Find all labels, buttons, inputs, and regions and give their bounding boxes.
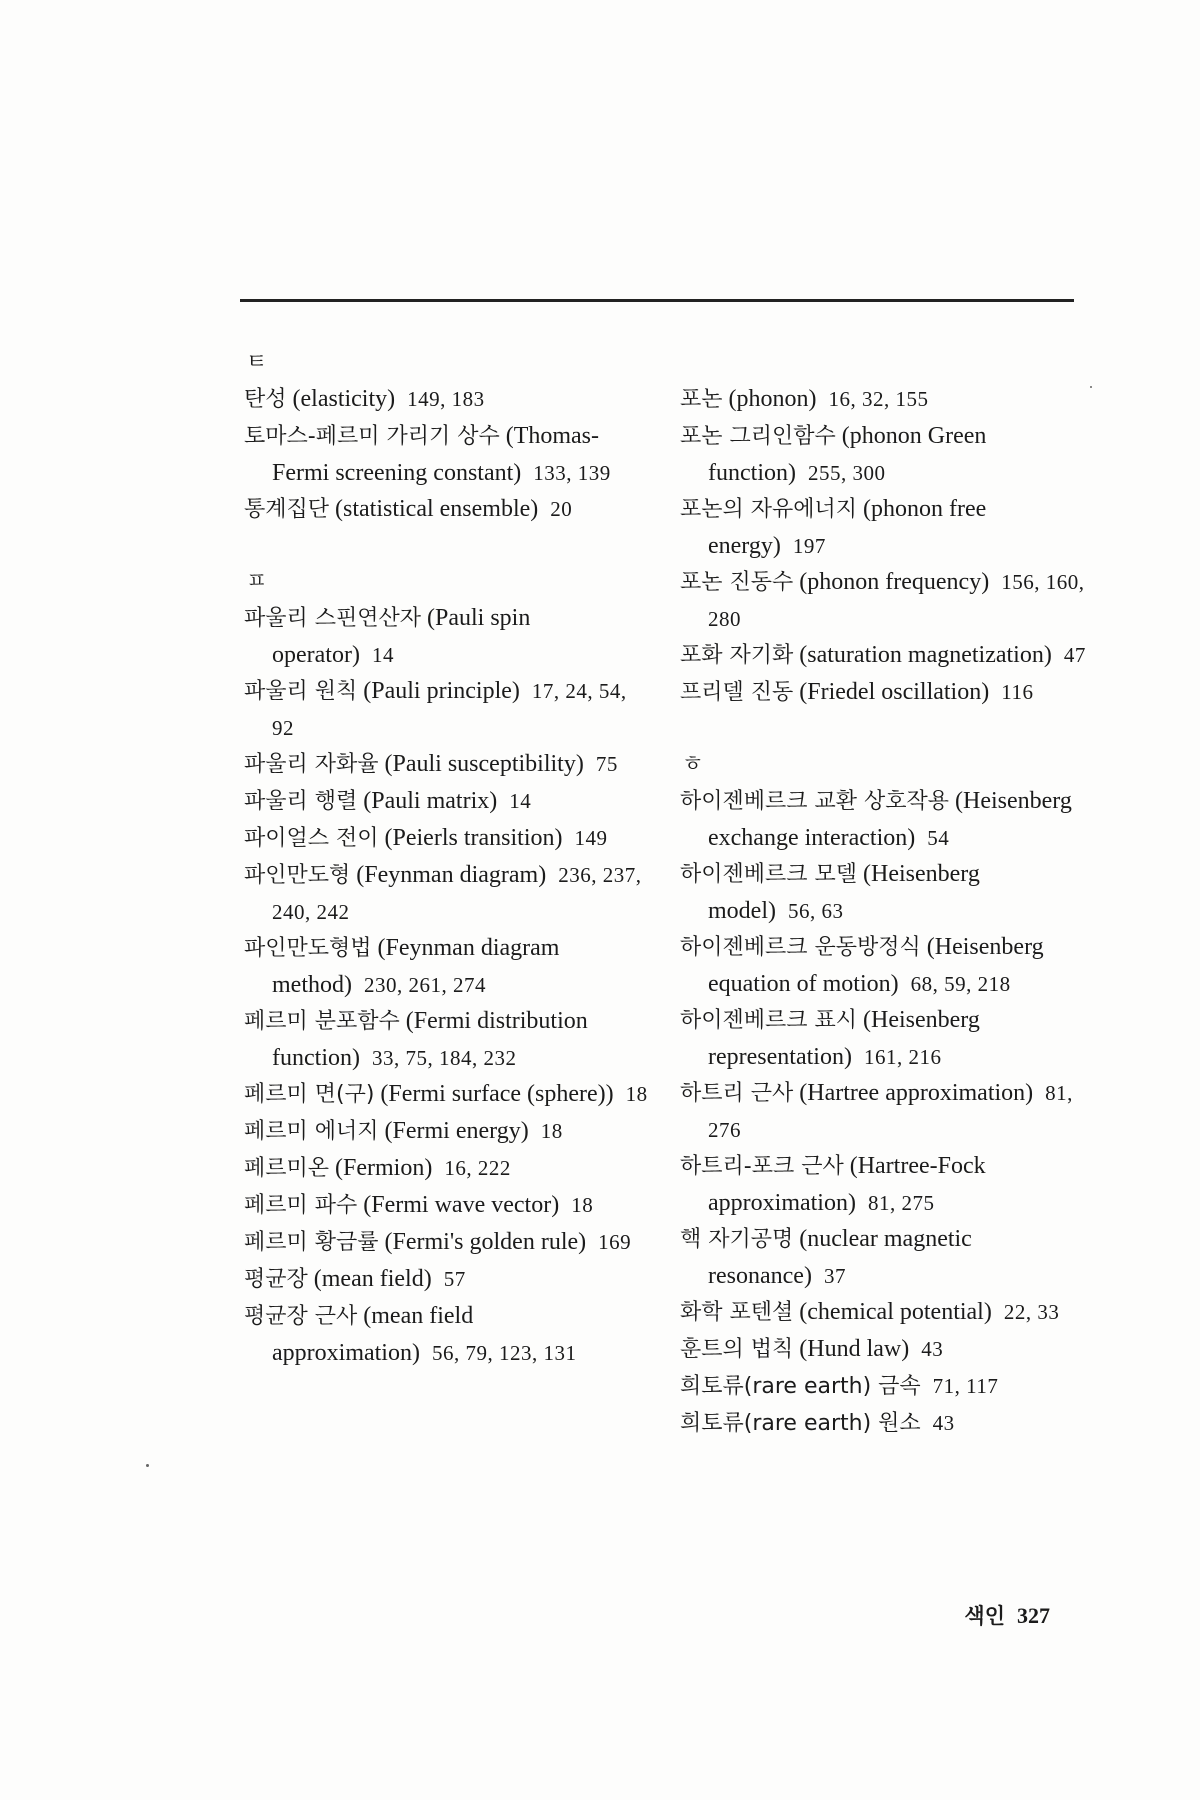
index-entry	[244, 857, 654, 930]
entry-term-korean: 희토류(rare earth) 금속	[680, 1374, 921, 1399]
entry-term-english: (elasticity)	[292, 386, 396, 412]
index-entry	[680, 1221, 1090, 1294]
entry-term-english: (Fermi wave vector)	[363, 1192, 560, 1218]
entry-pages: 71, 117	[932, 1374, 999, 1398]
entry-term-korean: 포논 진동수	[680, 570, 794, 595]
entry-term-english: (Hartree approximation)	[799, 1080, 1034, 1106]
index-entry	[244, 600, 654, 673]
entry-term-korean: 하트리 근사	[680, 1081, 794, 1106]
entry-term-korean: 통계집단	[244, 497, 330, 522]
index-column-left	[244, 345, 654, 1371]
entry-pages: 16, 32, 155	[828, 387, 929, 411]
entry-term-english: (Hund law)	[799, 1336, 910, 1362]
entry-pages: 197	[792, 534, 826, 558]
index-entry	[680, 1368, 1090, 1405]
entry-term-english: (Heisenberg equation of motion)	[708, 934, 1044, 997]
entry-pages: 161, 216	[863, 1045, 942, 1069]
index-entry	[680, 381, 1090, 418]
entry-term-korean: 파울리 스핀연산자	[244, 606, 422, 631]
section-heading: ㅌ	[246, 350, 268, 375]
entry-term-korean: 포논	[680, 387, 723, 412]
scan-speck	[1090, 386, 1092, 388]
index-entry	[680, 674, 1090, 711]
entry-term-korean: 하트리-포크 근사	[680, 1154, 844, 1179]
entry-term-english: (Fermi distribution function)	[272, 1008, 588, 1071]
entry-term-korean: 평균장	[244, 1267, 308, 1292]
entry-pages: 156, 160, 280	[708, 570, 1085, 631]
entry-term-english: (Pauli matrix)	[363, 788, 498, 814]
entry-term-english: (Fermi's golden rule)	[384, 1229, 587, 1255]
index-section	[244, 564, 654, 1371]
index-section	[680, 747, 1090, 1442]
entry-pages: 75	[595, 752, 618, 776]
entry-term-korean: 파이얼스 전이	[244, 826, 379, 851]
section-heading: ㅍ	[246, 569, 268, 594]
index-entry	[680, 1075, 1090, 1148]
entry-term-korean: 포화 자기화	[680, 643, 794, 668]
entry-term-english: (Feynman diagram method)	[272, 935, 560, 998]
entry-pages: 18	[571, 1193, 594, 1217]
header-rule	[240, 299, 1074, 302]
page-number: 327	[1017, 1603, 1050, 1628]
entry-term-korean: 하이젠베르크 교환 상호작용	[680, 789, 950, 814]
index-entry	[244, 673, 654, 746]
entry-pages: 43	[932, 1411, 955, 1435]
entry-term-korean: 파울리 행렬	[244, 789, 358, 814]
section-heading: ㅎ	[682, 752, 704, 777]
entry-term-korean: 페르미 에너지	[244, 1119, 379, 1144]
entry-term-korean: 페르미 황금률	[244, 1230, 379, 1255]
entry-term-korean: 파인만도형법	[244, 936, 372, 961]
entry-term-english: (Heisenberg exchange interaction)	[708, 788, 1072, 851]
entry-pages: 255, 300	[807, 461, 886, 485]
entry-term-english: (Heisenberg model)	[708, 861, 980, 924]
entry-pages: 81, 276	[708, 1081, 1073, 1142]
entry-term-korean: 화학 포텐셜	[680, 1300, 794, 1325]
entry-pages: 14	[371, 643, 394, 667]
index-entry	[244, 491, 654, 528]
entry-term-korean: 하이젠베르크 표시	[680, 1008, 858, 1033]
entry-term-english: (Pauli spin operator)	[272, 605, 531, 668]
entry-term-english: (phonon)	[728, 386, 817, 412]
entry-pages: 236, 237, 240, 242	[272, 863, 642, 924]
entry-pages: 43	[921, 1337, 944, 1361]
entry-term-english: (Friedel oscillation)	[799, 679, 990, 705]
index-entry	[680, 929, 1090, 1002]
index-entry	[244, 820, 654, 857]
entry-term-english: (Peierls transition)	[384, 825, 563, 851]
entry-term-english: (Heisenberg representation)	[708, 1007, 980, 1070]
entry-term-korean: 페르미온	[244, 1156, 330, 1181]
index-section	[244, 345, 654, 528]
entry-term-korean: 포논 그리인함수	[680, 424, 836, 449]
index-entry	[680, 491, 1090, 564]
entry-term-english: (phonon frequency)	[799, 569, 990, 595]
entry-term-korean: 파울리 원칙	[244, 679, 358, 704]
index-entry	[680, 1002, 1090, 1075]
scan-speck	[146, 1464, 149, 1467]
index-entry	[680, 1331, 1090, 1368]
entry-term-english: (Pauli susceptibility)	[384, 751, 584, 777]
index-entry	[244, 1224, 654, 1261]
entry-term-korean: 페르미 면(구)	[244, 1082, 375, 1107]
index-entry	[244, 381, 654, 418]
entry-term-english: (statistical ensemble)	[335, 496, 539, 522]
index-entry	[244, 1150, 654, 1187]
entry-pages: 22, 33	[1003, 1300, 1060, 1324]
index-section	[680, 345, 1090, 711]
entry-pages: 18	[540, 1119, 563, 1143]
entry-pages: 57	[443, 1267, 466, 1291]
entry-pages: 169	[598, 1230, 632, 1254]
entry-pages: 56, 63	[787, 899, 844, 923]
entry-pages: 14	[509, 789, 532, 813]
index-entry	[680, 1405, 1090, 1442]
entry-pages: 116	[1001, 680, 1034, 704]
entry-term-korean: 훈트의 법칙	[680, 1337, 794, 1362]
entry-term-korean: 파울리 자화율	[244, 752, 379, 777]
entry-term-english: (Feynman diagram)	[356, 862, 547, 888]
entry-term-english: (chemical potential)	[799, 1299, 992, 1325]
entry-term-english: (Pauli principle)	[363, 678, 520, 704]
entry-term-english: (saturation magnetization)	[799, 642, 1052, 668]
entry-pages: 133, 139	[533, 461, 611, 485]
index-entry	[680, 418, 1090, 491]
entry-pages: 37	[823, 1264, 846, 1288]
entry-pages: 81, 275	[867, 1191, 935, 1215]
entry-pages: 47	[1063, 643, 1086, 667]
index-entry	[680, 564, 1090, 637]
index-entry	[244, 746, 654, 783]
entry-pages: 18	[625, 1082, 648, 1106]
index-entry	[680, 1148, 1090, 1221]
entry-term-korean: 파인만도형	[244, 863, 351, 888]
entry-term-korean: 평균장 근사	[244, 1304, 358, 1329]
entry-term-english: (phonon free energy)	[708, 496, 987, 559]
index-entry	[244, 1261, 654, 1298]
index-entry	[244, 1003, 654, 1076]
index-entry	[244, 783, 654, 820]
index-entry	[680, 783, 1090, 856]
index-entry	[244, 1187, 654, 1224]
entry-term-english: (Fermion)	[335, 1155, 433, 1181]
entry-pages: 33, 75, 184, 232	[371, 1046, 517, 1070]
entry-pages: 17, 24, 54, 92	[272, 679, 627, 740]
entry-pages: 149	[574, 826, 608, 850]
index-entry	[680, 637, 1090, 674]
entry-term-korean: 토마스-페르미 가리기 상수	[244, 424, 500, 449]
entry-term-korean: 페르미 분포함수	[244, 1009, 400, 1034]
entry-term-english: (Thomas-Fermi screening constant)	[272, 423, 600, 486]
entry-term-english: (mean field approximation)	[272, 1303, 474, 1366]
entry-pages: 20	[550, 497, 573, 521]
entry-term-korean: 탄성	[244, 387, 287, 412]
entry-pages: 54	[927, 826, 950, 850]
entry-term-korean: 희토류(rare earth) 원소	[680, 1411, 921, 1436]
section-heading	[680, 345, 1090, 381]
index-entry	[244, 930, 654, 1003]
index-entry	[244, 1298, 654, 1371]
entry-pages: 230, 261, 274	[363, 973, 486, 997]
entry-pages: 149, 183	[407, 387, 485, 411]
index-entry	[680, 856, 1090, 929]
entry-term-english: (Fermi energy)	[384, 1118, 529, 1144]
entry-pages: 16, 222	[444, 1156, 511, 1180]
entry-pages: 56, 79, 123, 131	[431, 1341, 577, 1365]
index-entry	[244, 1113, 654, 1150]
page-footer	[964, 1600, 1050, 1630]
entry-pages: 68, 59, 218	[910, 972, 1011, 996]
entry-term-korean: 포논의 자유에너지	[680, 497, 858, 522]
index-entry	[244, 1076, 654, 1113]
index-column-right	[680, 345, 1090, 1442]
entry-term-english: (nuclear magnetic resonance)	[708, 1226, 972, 1289]
index-entry	[680, 1294, 1090, 1331]
entry-term-korean: 핵 자기공명	[680, 1227, 794, 1252]
entry-term-english: (Hartree-Fock approximation)	[708, 1153, 986, 1216]
entry-term-korean: 페르미 파수	[244, 1193, 358, 1218]
entry-term-english: (phonon Green function)	[708, 423, 987, 486]
entry-term-korean: 하이젠베르크 운동방정식	[680, 935, 921, 960]
entry-term-korean: 프리델 진동	[680, 680, 794, 705]
footer-label: 색인	[964, 1604, 1005, 1628]
entry-term-english: (mean field)	[313, 1266, 432, 1292]
entry-term-korean: 하이젠베르크 모델	[680, 862, 858, 887]
entry-term-english: (Fermi surface (sphere))	[380, 1081, 614, 1107]
index-entry	[244, 418, 654, 491]
